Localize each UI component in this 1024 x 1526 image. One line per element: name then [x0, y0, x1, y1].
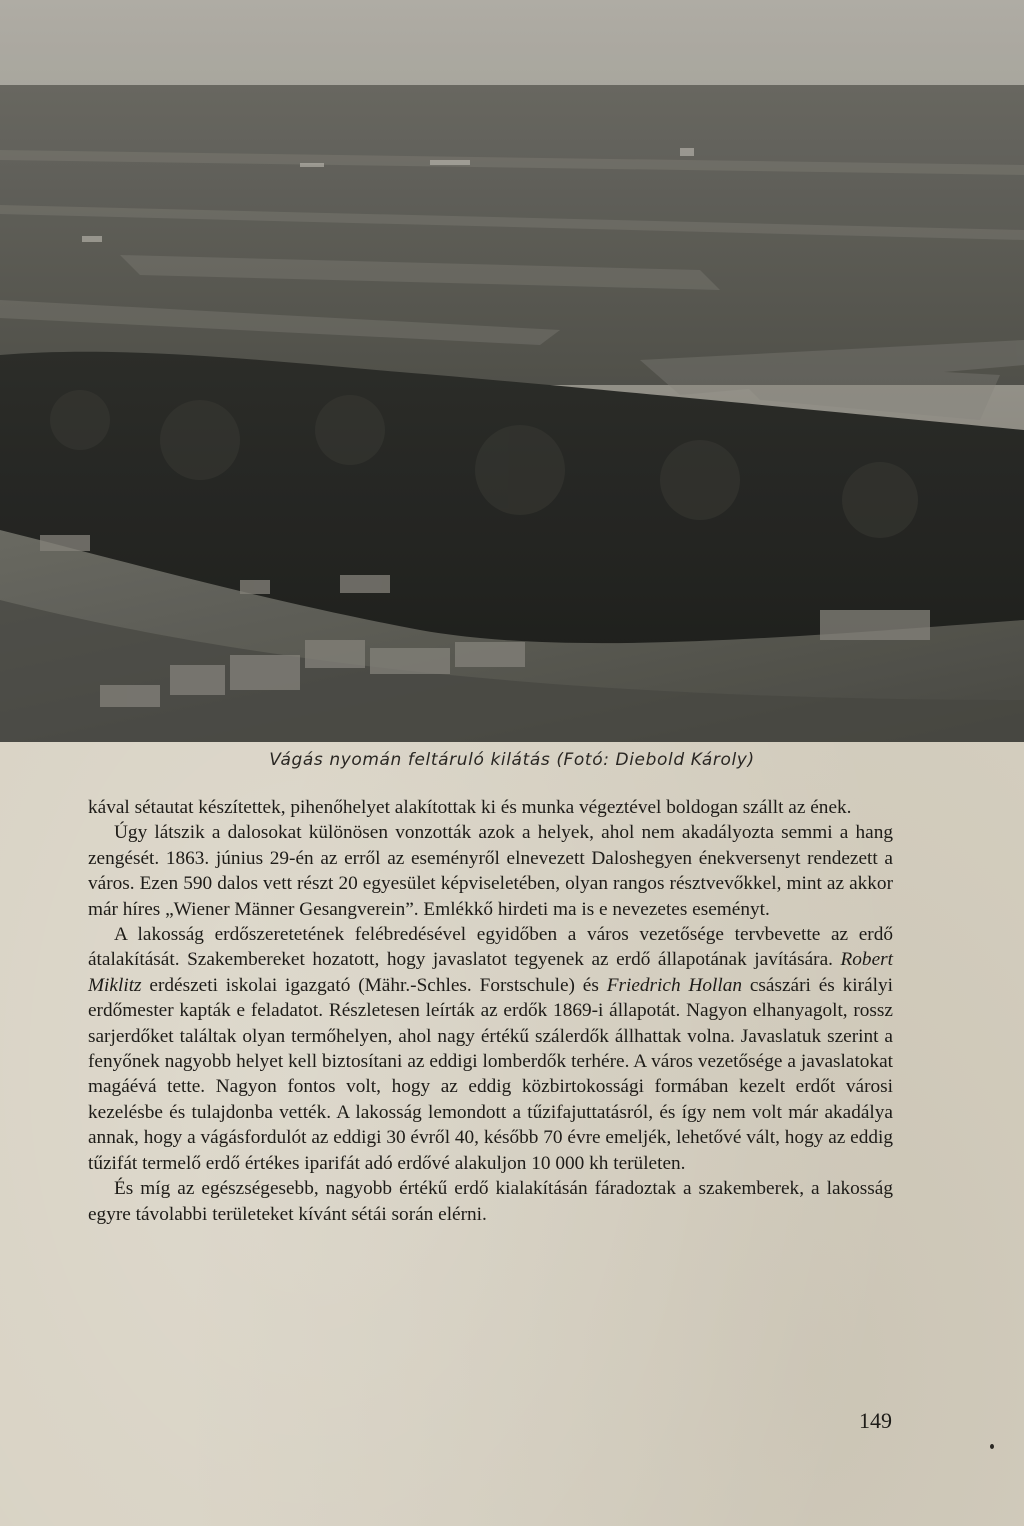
paragraph-1: kával sétautat készítettek, pihenőhelyet alakítottak ki és munka végeztével boldogan szállt az ének. — [88, 797, 852, 818]
photo-caption — [0, 750, 1024, 770]
caption-title: Vágás nyomán feltáruló kilátás — [269, 750, 551, 770]
paragraph-3-text-c: császári és királyi erdőmester kapták e feladatot. Részletesen leírták az erdők 1869-i állapotát. Nagyon elhanyagolt, rossz sarjerdőket találtak olyan termőhelyen, ahol nagy értékű szálerdők állhattak volna. Javaslatuk szerint a fenyőnek nagyobb helyet kell biztosítani az eddigi lomberdők terhére. A város vezetősége a javaslatokat magáévá tette. Nagyon fontos volt, hogy az eddig közbirtokossági formában kezelt erdőt városi kezelésbe és tulajdonba vették. A lakosság lemondott a tűzifajuttatásról, és így nem volt már akadálya annak, hogy a vágásfordulót az eddigi 30 évről 40, később 70 évre emeljék, lehetővé vált, hogy az eddig tűzifát termelő erdő értékes iparifát adó erdővé alakuljon 10 000 kh területen. — [88, 974, 893, 1174]
caption-credit: (Fotó: Diebold Károly) — [550, 750, 755, 770]
paragraph-3 — [88, 922, 893, 1176]
person-name-hollan: Friedrich Hollan — [606, 974, 743, 996]
landscape-photo — [0, 0, 1024, 742]
page-number: 149 — [859, 1408, 892, 1433]
ink-speck — [990, 1444, 994, 1449]
person-name-miklitz: Robert Miklitz — [88, 949, 893, 996]
paragraph-2: Úgy látszik a dalosokat különösen vonzották azok a helyek, ahol nem akadályozta semmi a hang zengését. 1863. június 29-én az erről az eseményről elnevezett Daloshegyen énekversenyt rendezett a város. Ezen 590 dalos vett részt 20 egyesület képviseletében, olyan rangos résztvevőkkel, mint az akkor már híres „Wiener Männer Gesangverein”. Emlékkő hirdeti ma is e nevezetes eseményt. — [88, 822, 893, 920]
paragraph-3-text-b: erdészeti iskolai igazgató (Mähr.-Schles. Forstschule) és — [141, 974, 607, 996]
paragraph-4: És míg az egészségesebb, nagyobb értékű erdő kialakításán fáradoztak a szakemberek, a lakosság egyre távolabbi területeket kívánt sétái során elérni. — [88, 1178, 893, 1225]
body-text — [88, 795, 893, 1227]
paragraph-3-text-a: A lakosság erdőszeretetének felébredésével egyidőben a város vezetősége tervbevette az erdő átalakítását. Szakembereket hozatott, hogy javaslatot tegyenek az erdő állapotának javítására. — [88, 924, 893, 971]
